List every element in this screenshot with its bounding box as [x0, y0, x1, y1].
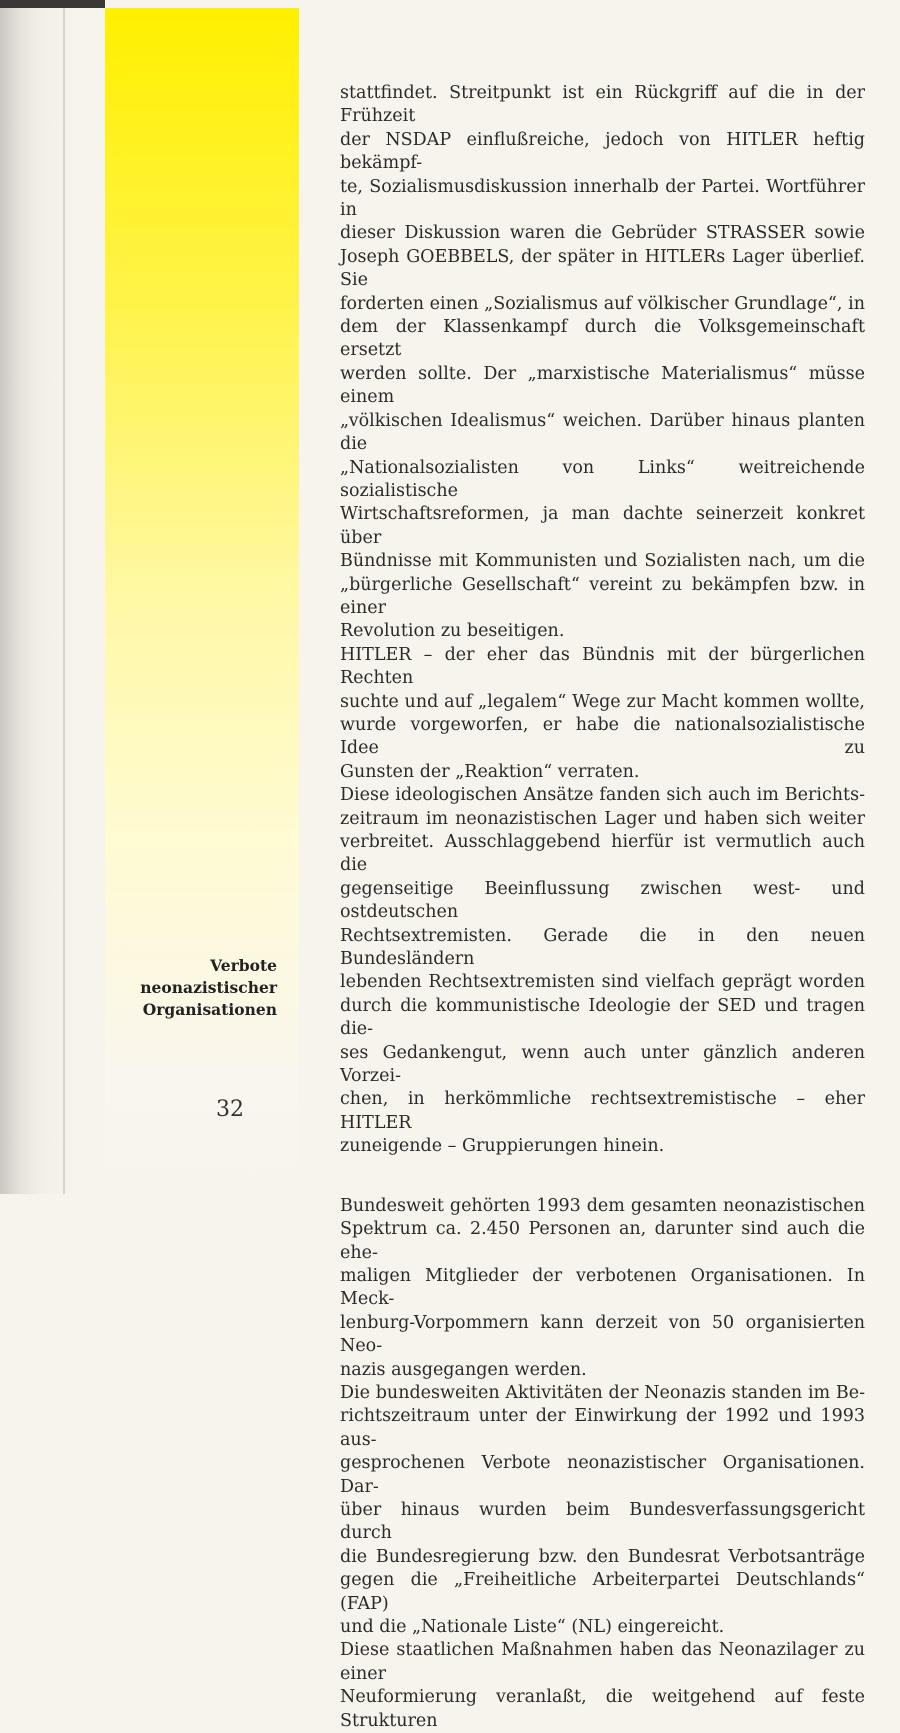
- paragraph: [340, 1382, 865, 1639]
- text-line: gesprochenen Verbote neonazistischer Organisationen. Dar-: [340, 1453, 865, 1497]
- text-line: durch die kommunistische Ideologie der SED und tragen die-: [340, 995, 865, 1040]
- text-line: Diese ideologischen Ansätze fanden sich auch im Berichts-: [340, 785, 865, 806]
- page-fold-line: [63, 0, 65, 1194]
- text-line: und die „Nationale Liste“ (NL) eingereicht.: [340, 1617, 725, 1637]
- text-line: Bundesweit gehörten 1993 dem gesamten neonazistischen: [340, 1195, 865, 1216]
- text-line: ses Gedankengut, wenn auch unter gänzlich anderen Vorzei-: [340, 1042, 865, 1087]
- text-line: Bündnisse mit Kommunisten und Sozialisten nach, um die: [340, 551, 865, 572]
- side-heading-line: Verbote: [210, 956, 277, 975]
- text-line: HITLER – der eher das Bündnis mit der bürgerlichen Rechten: [340, 644, 865, 689]
- text-line: verbreitet. Ausschlaggebend hierfür ist vermutlich auch die: [340, 832, 865, 876]
- text-line: die Bundesregierung bzw. den Bundesrat Verbotsanträge: [340, 1546, 865, 1567]
- text-line: stattfindet. Streitpunkt ist ein Rückgriff auf die in der Frühzeit: [340, 83, 865, 127]
- text-line: Diese staatlichen Maßnahmen haben das Neonazilager zu einer: [340, 1640, 865, 1684]
- side-heading-line: Organisationen: [142, 1000, 277, 1019]
- text-line: Revolution zu beseitigen.: [340, 621, 565, 642]
- text-line: Joseph GOEBBELS, der später in HITLERs Lager überlief. Sie: [340, 246, 865, 291]
- text-line: suchte und auf „legalem“ Wege zur Macht kommen wollte,: [340, 691, 865, 712]
- page-number: 32: [216, 1097, 244, 1122]
- text-line: werden sollte. Der „marxistische Materialismus“ müsse einem: [340, 363, 865, 408]
- text-line: te, Sozialismusdiskussion innerhalb der Partei. Wortführer in: [340, 176, 865, 221]
- scan-border: [0, 0, 105, 8]
- text-line: Rechtsextremisten. Gerade die in den neuen Bundesländern: [340, 925, 865, 970]
- paragraph: [340, 784, 865, 1159]
- text-line: zuneigende – Gruppierungen hinein.: [340, 1136, 665, 1157]
- text-line: wurde vorgeworfen, er habe die nationalsozialistische Idee zu: [340, 714, 865, 759]
- text-line: dem der Klassenkampf durch die Volksgemeinschaft ersetzt: [340, 317, 865, 361]
- paragraph-gap: [340, 1159, 865, 1195]
- text-line: gegenseitige Beeinflussung zwischen west- und ostdeutschen: [340, 878, 865, 923]
- text-line: lebenden Rechtsextremisten sind vielfach geprägt worden: [340, 972, 865, 993]
- text-line: richtszeitraum unter der Einwirkung der 1992 und 1993 aus-: [340, 1406, 865, 1450]
- text-line: „Nationalsozialisten von Links“ weitreichende sozialistische: [340, 457, 865, 501]
- page-edge: [0, 0, 70, 1194]
- text-line: dieser Diskussion waren die Gebrüder STRASSER sowie: [340, 223, 865, 244]
- text-line: chen, in herkömmliche rechtsextremistische – eher HITLER: [340, 1089, 865, 1133]
- text-line: „völkischen Idealismus“ weichen. Darüber hinaus planten die: [340, 410, 865, 455]
- text-line: nazis ausgegangen werden.: [340, 1359, 587, 1380]
- text-line: über hinaus wurden beim Bundesverfassungsgericht durch: [340, 1499, 865, 1544]
- text-line: zeitraum im neonazistischen Lager und haben sich weiter: [340, 808, 865, 829]
- text-line: Spektrum ca. 2.450 Personen an, darunter sind auch die ehe-: [340, 1219, 865, 1263]
- text-line: „bürgerliche Gesellschaft“ vereint zu bekämpfen bzw. in einer: [340, 574, 865, 618]
- text-line: Die bundesweiten Aktivitäten der Neonazis standen im Be-: [340, 1382, 865, 1403]
- text-line: Neuformierung veranlaßt, die weitgehend auf feste Strukturen: [340, 1687, 865, 1731]
- paragraph: [340, 1195, 865, 1382]
- body-text: [340, 82, 865, 1733]
- side-heading-line: neonazistischer: [140, 978, 277, 997]
- text-line: Gunsten der „Reaktion“ verraten.: [340, 761, 640, 782]
- paragraph: [340, 1639, 865, 1733]
- text-line: forderten einen „Sozialismus auf völkischer Grundlage“, in: [340, 293, 865, 314]
- text-line: gegen die „Freiheitliche Arbeiterpartei Deutschlands“ (FAP): [340, 1570, 865, 1614]
- side-heading: [125, 955, 277, 1021]
- paragraph: [340, 82, 865, 644]
- text-line: der NSDAP einflußreiche, jedoch von HITLER heftig bekämpf-: [340, 129, 865, 174]
- text-line: Wirtschaftsreformen, ja man dachte seinerzeit konkret über: [340, 504, 865, 548]
- text-line: maligen Mitglieder der verbotenen Organisationen. In Meck-: [340, 1265, 865, 1310]
- paragraph: [340, 644, 865, 784]
- text-line: lenburg-Vorpommern kann derzeit von 50 organisierten Neo-: [340, 1312, 865, 1357]
